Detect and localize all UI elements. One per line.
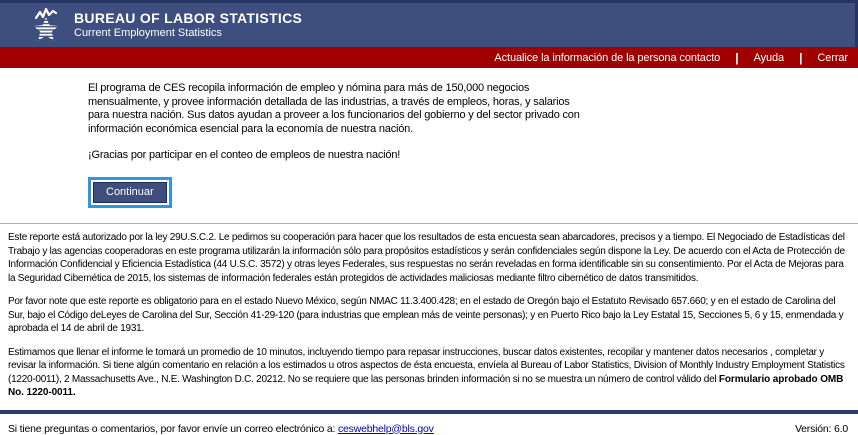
legal-paragraph-burden-text: Estimamos que llenar el informe le tomará un promedio de 10 minutos, incluyendo tiempo para repasar instrucciones, buscar datos existentes, recopilar y mantener datos necesarios , completar y revisar la información. Si tiene algún comentario en relación a los estimados u otros aspectos de ésta encuesta, envíela al Bureau of Labor Statistics, Division of Monthly Industry Employment Statistics (1220-0011), 2 Massachusetts Ave., N.E. Washington D.C. 20212. No se requiere que las personas brinden información si no se muestra un número de control válido del xyxy=(8,346,845,385)
nav-separator: | xyxy=(799,50,803,65)
nav-separator: | xyxy=(735,50,739,65)
main-content xyxy=(0,68,858,208)
intro-paragraph: El programa de CES recopila información de empleo y nómina para más de 150,000 negocios mensualmente, y provee información detallada de las industrias, a través de empleos, horas, y salarios para nuestra nación. Sus datos ayudan a proveer a los funcionarios del gobierno y del sector privado con información económica esencial para la economía de nuestra nación. xyxy=(88,82,580,135)
legal-section xyxy=(8,231,850,400)
legal-paragraph-burden-estimate xyxy=(8,346,850,400)
bls-logo-icon xyxy=(26,5,66,45)
continue-button[interactable]: Continuar xyxy=(93,182,167,203)
email-link[interactable]: ceswebhelp@bls.gov xyxy=(337,422,434,435)
thanks-paragraph: ¡Gracias por participar en el conteo de empleos de nuestra nación! xyxy=(88,149,401,161)
content-divider xyxy=(0,223,858,224)
top-navbar xyxy=(0,47,858,68)
header xyxy=(0,0,858,47)
version-label: Versión: 6.0 xyxy=(794,422,848,435)
footer xyxy=(0,414,858,435)
continue-button-focus-ring xyxy=(88,177,172,208)
footer-contact xyxy=(8,423,434,435)
footer-contact-text: Si tiene preguntas o comentarios, por favor envíe un correo electrónico a: xyxy=(8,422,338,435)
nav-link-close[interactable]: Cerrar xyxy=(817,51,848,64)
page-title: BUREAU OF LABOR STATISTICS xyxy=(74,10,303,27)
omb-approval-label: Formulario aprobado OMB No. 1220-0011. xyxy=(8,373,844,398)
nav-link-update-contact[interactable]: Actualice la información de la persona contacto xyxy=(494,51,721,64)
nav-link-help[interactable]: Ayuda xyxy=(753,51,785,64)
legal-paragraph-mandatory-states: Por favor note que este reporte es obligatorio para en el estado Nuevo México, según NMAC 11.3.400.428; en el estado de Oregón bajo el Estatuto Revisado 657.660; y en el estado de Carolina del Sur, bajo el Código deLeyes de Carolina del Sur, Sección 41-29-120 (para industrias que emplean más de veinte personas); y en Puerto Rico bajo la Ley Estatal 15, Secciones 5, 6 y 15, enmendada y aprobada el 14 de abril de 1931. xyxy=(8,296,844,334)
legal-paragraph-authorization: Este reporte está autorizado por la ley 29U.S.C.2. Le pedimos su cooperación para hacer que los resultados de esta encuesta sean abarcadores, precisos y a tiempo. El Negociado de Estadísticas del Trabajo y las agencias cooperadoras en este programa utilizarán la información sólo para propósitos estadísticos y serán confidenciales según dispone la Ley. De acuerdo con el Acta de Protección de Información Confidencial y Eficiencia Estadística (44 U.S.C. 3572) y otras leyes Federales, sus respuestas no serán reveladas en forma identificable sin su consentimiento. Por el Acta de Mejoras para la Seguridad Cibernética de 2015, los sistemas de información federales están protegidos de actividades maliciosas mediante filtro cibernético de datos transmitidos. xyxy=(8,232,845,284)
page-subtitle: Current Employment Statistics xyxy=(74,27,222,40)
